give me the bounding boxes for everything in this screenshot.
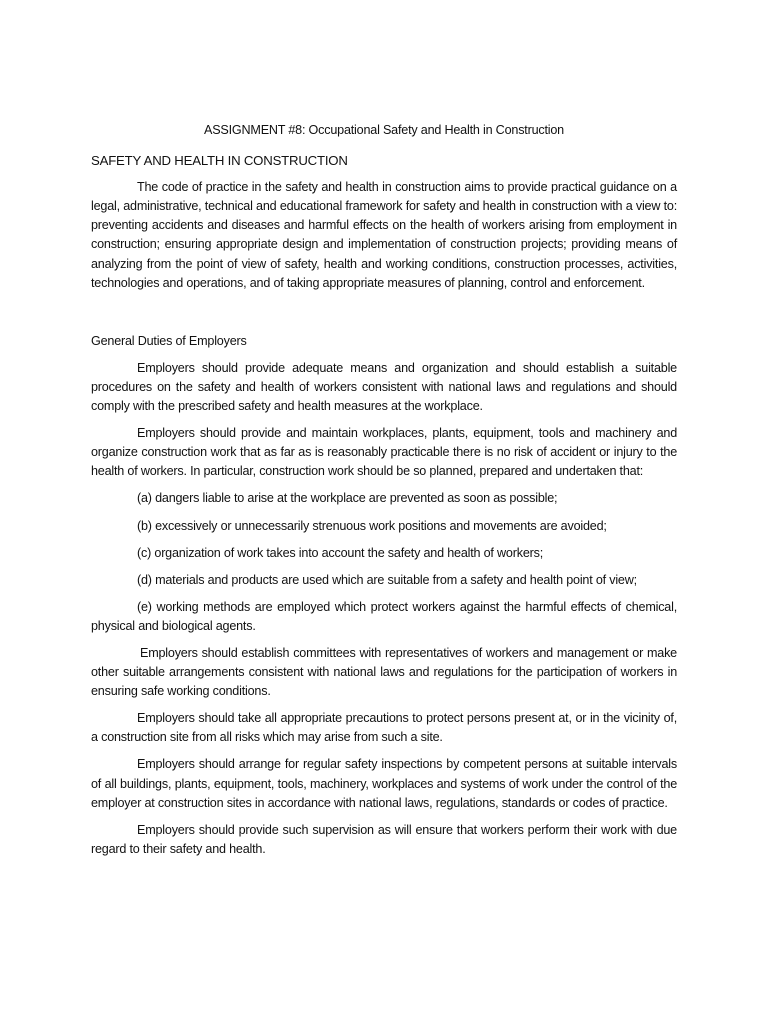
section-heading: SAFETY AND HEALTH IN CONSTRUCTION <box>91 153 348 169</box>
intro-paragraph: The code of practice in the safety and health in construction aims to provide practical guidance on a legal, administrative, technical and educational framework for safety and health in construction with a view to: preventing accidents and diseases and harmful effects on the health of workers arising from employment in construction; ensuring appropriate design and implementation of construction projects; providing means of analyzing from the point of view of safety, health and working conditions, construction processes, activities, technologies and operations, and of taking appropriate measures of planning, control and enforcement. <box>91 180 677 290</box>
list-item-b: (b) excessively or unnecessarily strenuous work positions and movements are avoided; <box>137 518 607 533</box>
paragraph-supervision: Employers should provide such supervision as will ensure that workers perform their work with due regard to their safety and health. <box>91 822 677 856</box>
paragraph-precautions: Employers should take all appropriate precautions to protect persons present at, or in the vicinity of, a construction site from all risks which may arise from such a site. <box>91 711 677 745</box>
list-item-e: (e) working methods are employed which protect workers against the harmful effects of chemical, physical and biological agents. <box>91 599 677 633</box>
paragraph-committees: Employers should establish committees with representatives of workers and management or make other suitable arrangements consistent with national laws and regulations for the participation of workers in ensuring safe working conditions. <box>91 645 677 699</box>
paragraph-maintain-workplaces: Employers should provide and maintain workplaces, plants, equipment, tools and machinery and organize construction work that as far as is reasonably practicable there is no risk of accident or injury to the health of workers. In particular, construction work should be so planned, prepared and undertaken that: <box>91 426 677 479</box>
paragraph-inspections: Employers should arrange for regular safety inspections by competent persons at suitable intervals of all buildings, plants, equipment, tools, machinery, workplaces and systems of work under the control of the employer at construction sites in accordance with national laws, regulations, standards or codes of practice. <box>91 757 677 810</box>
general-duties-heading: General Duties of Employers <box>91 333 247 348</box>
list-item-a: (a) dangers liable to arise at the workplace are prevented as soon as possible; <box>137 491 558 506</box>
document-title: ASSIGNMENT #8: Occupational Safety and Health in Construction <box>204 123 564 137</box>
list-item-c: (c) organization of work takes into account the safety and health of workers; <box>137 545 544 560</box>
document-body <box>91 121 677 867</box>
paragraph-adequate-means: Employers should provide adequate means and organization and should establish a suitable procedures on the safety and health of workers consistent with national laws and regulations and should comply with the prescribed safety and health measures at the workplace. <box>91 360 677 414</box>
list-item-d: (d) materials and products are used which are suitable from a safety and health point of view; <box>137 572 637 587</box>
